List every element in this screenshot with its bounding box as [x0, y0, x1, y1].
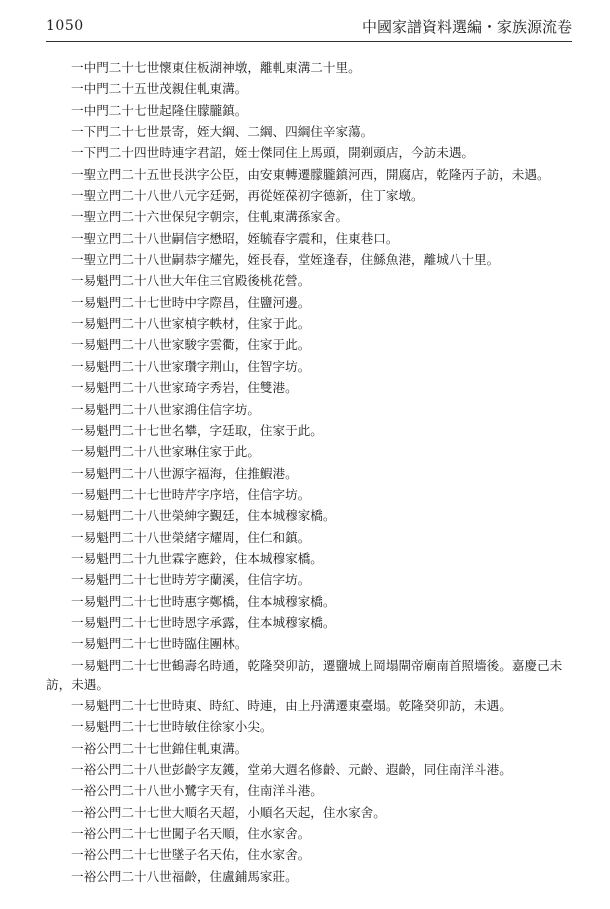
genealogy-entry: 一裕公門二十八世小鷺字天有，住南洋斗港。 — [71, 783, 323, 799]
genealogy-entry: 一易魁門二十八世家琳住家于此。 — [71, 444, 260, 460]
genealogy-entry: 一易魁門二十七世時東、時紅、時連，由上丹溝遷東臺塌。乾隆癸卯訪，未遇。 — [71, 697, 512, 713]
genealogy-entry: 一下門二十四世時連字君詔，姪士傑同住上馬頭，開剃頭店，今訪未遇。 — [71, 145, 474, 161]
genealogy-entry: 一易魁門二十七世時臨住團林。 — [71, 636, 248, 652]
genealogy-entry: 一易魁門二十八世源字福海，住推鰕港。 — [71, 465, 298, 481]
genealogy-entry: 一易魁門二十八世榮緒字耀周，住仁和鎮。 — [71, 529, 311, 545]
genealogy-entry: 一裕公門二十七世墜子名天佑，住水家舍。 — [71, 847, 311, 863]
running-title: 中國家譜資料選編・家族源流卷 — [361, 18, 572, 36]
genealogy-entry: 一裕公門二十八世福齡，住盧鋪馬家莊。 — [71, 868, 298, 884]
genealogy-entry: 一易魁門二十七世時芹字序培，住信字坊。 — [71, 486, 311, 502]
genealogy-entry: 一易魁門二十八世家瓚字荆山，住智字坊。 — [71, 358, 311, 374]
genealogy-entry: 一易魁門二十七世時恩字承露，住本城穆家橋。 — [71, 614, 336, 630]
genealogy-entry: 一易魁門二十七世鶴壽名時通，乾隆癸卯訪，遷鹽城上岡塌閘帝廟南首照墻後。嘉慶己未訪，未遇。 — [46, 657, 563, 692]
genealogy-entry: 一易魁門二十八世家鴻住信字坊。 — [71, 401, 260, 417]
genealogy-entry: 一易魁門二十八世大年住三官殿後桃花營。 — [71, 273, 311, 289]
genealogy-entry: 一中門二十七世起隆住朦朧鎮。 — [71, 102, 248, 118]
genealogy-entry: 一裕公門二十七世錦住軋東溝。 — [71, 740, 248, 756]
genealogy-entry: 一易魁門二十七世時芳字蘭溪，住信字坊。 — [71, 572, 311, 588]
genealogy-entry: 一易魁門二十七世時惠字鄭橋，住本城穆家橋。 — [71, 593, 336, 609]
genealogy-entry: 一易魁門二十八世家琦字秀岩，住雙港。 — [71, 380, 298, 396]
genealogy-entry: 一易魁門二十八世家楨字軼材，住家于此。 — [71, 316, 311, 332]
genealogy-entry: 一裕公門二十七世大順名天超，小順名天起，住水家舍。 — [71, 804, 386, 820]
header-rule — [46, 41, 572, 42]
genealogy-entry: 一聖立門二十八世嗣信字懋昭，姪毓春字震和，住東巷口。 — [71, 230, 399, 246]
genealogy-entry: 一聖立門二十八世嗣恭字耀先，姪長春，堂姪逢春，住鯀魚港，離城八十里。 — [71, 252, 500, 268]
genealogy-entry: 一易魁門二十八世榮紳字覲廷，住本城穆家橋。 — [71, 508, 336, 524]
genealogy-entry: 一易魁門二十八世家駿字雲衢，住家于此。 — [71, 337, 311, 353]
genealogy-entry: 一中門二十五世茂親住軋東溝。 — [71, 81, 248, 97]
genealogy-entry: 一聖立門二十五世長洪字公臣，由安東轉遷朦朧鎮河西，開腐店，乾隆丙子訪，未遇。 — [71, 166, 550, 182]
genealogy-entry: 一裕公門二十八世彭齡字友鑊，堂弟大週名修齡、元齡、遐齡，同住南洋斗港。 — [71, 762, 512, 777]
genealogy-entry: 一易魁門二十七世時中字際昌，住鹽河邊。 — [71, 294, 311, 310]
page-header — [46, 16, 572, 38]
genealogy-entry: 一易魁門二十七世名攀，字廷取，住家于此。 — [71, 422, 323, 438]
genealogy-entry: 一聖立門二十八世八元字廷弼，再從姪葆初字德新，住丁家墩。 — [71, 188, 424, 204]
genealogy-entry: 一下門二十七世景寄，姪大綱、二綱、四綱住辛家蕩。 — [71, 124, 374, 140]
genealogy-entry: 一易魁門二十七世時敏住徐家小尖。 — [71, 719, 273, 735]
genealogy-entry: 一中門二十七世懷東住板湖神墩，離軋東溝二十里。 — [71, 60, 361, 75]
genealogy-entry: 一裕公門二十七世闖子名天順，住水家舍。 — [71, 826, 311, 842]
genealogy-entry-list — [46, 58, 572, 888]
genealogy-entry: 一易魁門二十九世霖字應鈴，住本城穆家橋。 — [71, 550, 323, 566]
page-number: 1050 — [46, 18, 84, 34]
genealogy-entry: 一聖立門二十六世保兒字朝宗，住軋東溝孫家舍。 — [71, 209, 349, 225]
